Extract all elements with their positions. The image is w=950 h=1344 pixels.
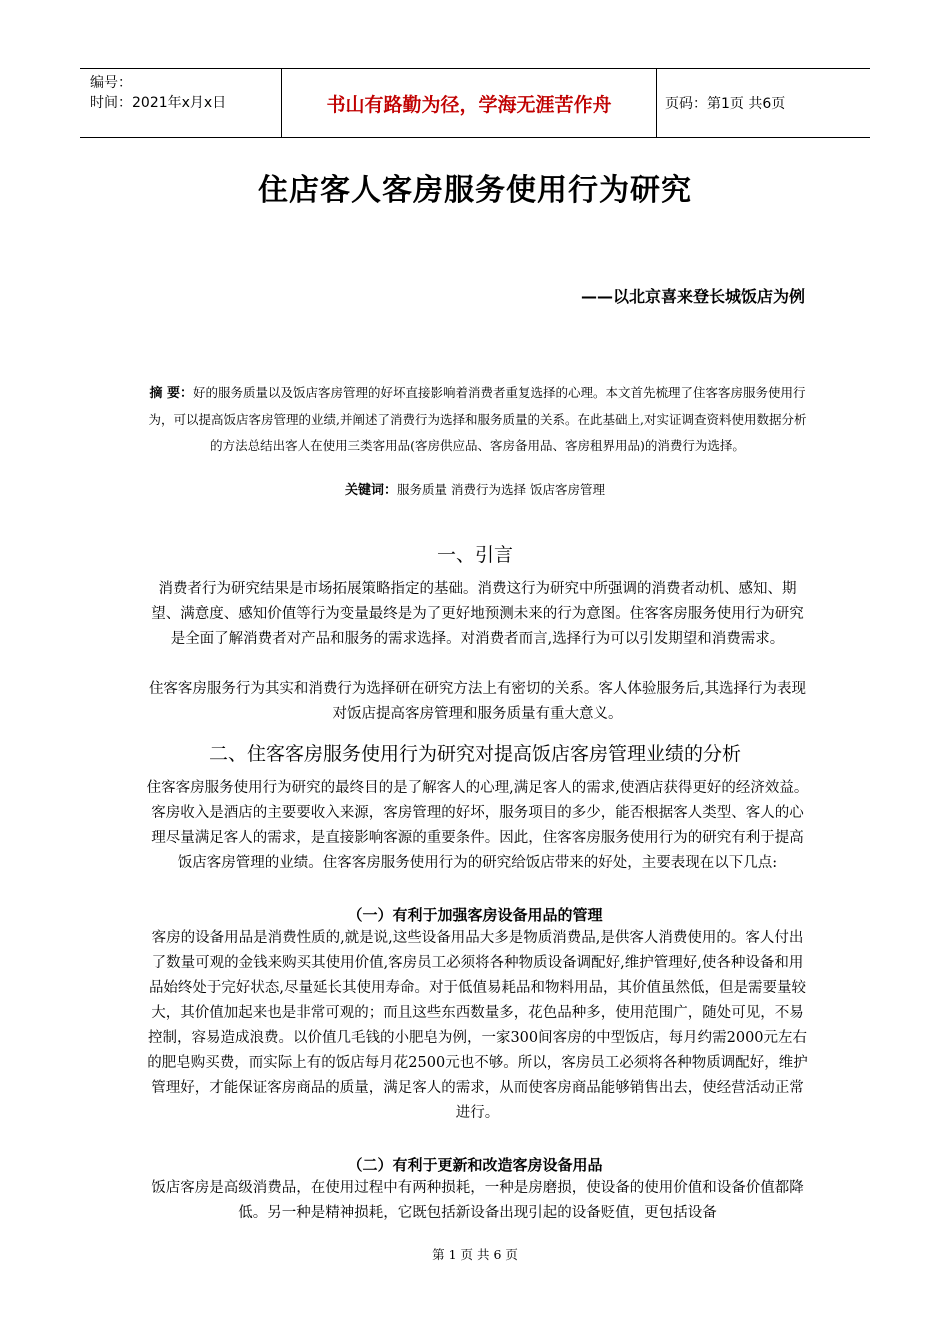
section1-paragraph-1: 消费者行为研究结果是市场拓展策略指定的基础。消费这行为研究中所强调的消费者动机、感知、期望、满意度、感知价值等行为变量最终是为了更好地预测未来的行为意图。住客客房服务使用行为研究是全面了解消费者对产品和服务的需求选择。对消费者而言,选择行为可以引发期望和消费需求。 xyxy=(151,581,804,647)
abstract xyxy=(145,380,810,459)
subsection1-paragraph: 客房的设备用品是消费性质的,就是说,这些设备用品大多是物质消费品,是供客人消费使用的。客人付出了数量可观的金钱来购买其使用价值,客房员工必须将各种物质设备调配好,维护管理好,使各种设备和用品始终处于完好状态,尽量延长其使用寿命。对于低值易耗品和物料用品，其价值虽然低，但是需要量较大，其价值加起来也是非常可观的；而且这些东西数量多，花色品种多，使用范围广，随处可见，不易控制，容易造成浪费。以价值几毛钱的小肥皂为例，一家300间客房的中型饭店，每月约需2000元左右的肥皂购买费，而实际上有的饭店每月花2500元也不够。所以，客房员工必须将各种物质调配好，维护管理好，才能保证客房商品的质量，满足客人的需求，从而使客房商品能够销售出去，使经营活动正常进行。 xyxy=(147,930,808,1121)
abstract-text: 好的服务质量以及饭店客房管理的好坏直接影响着消费者重复选择的心理。本文首先梳理了住客客房服务使用行为，可以提高饭店客房管理的业绩,并阐述了消费行为选择和服务质量的关系。在此基础上,对实证调查资料使用数据分析的方法总结出客人在使用三类客用品(客房供应品、客房备用品、客房租界用品)的消费行为选择。 xyxy=(148,385,807,453)
section1-heading: 一、引言 xyxy=(436,544,513,566)
section1-paragraph-2: 住客客房服务行为其实和消费行为选择研在研究方法上有密切的关系。客人体验服务后,其选择行为表现对饭店提高客房管理和服务质量有重大意义。 xyxy=(148,681,807,722)
header-motto: 书山有路勤为径，学海无涯苦作舟 xyxy=(282,69,657,137)
document-header xyxy=(80,68,870,138)
abstract-label: 摘 要： xyxy=(149,386,193,401)
header-time-label: 时间：2021年x月x日 xyxy=(90,95,227,111)
document-subtitle: ——以北京喜来登长城饭店为例 xyxy=(580,287,805,306)
subsection2-heading: （二）有利于更新和改造客房设备用品 xyxy=(347,1156,603,1174)
subsection1-heading: （一）有利于加强客房设备用品的管理 xyxy=(347,906,603,924)
header-page-info: 页码：第1页 共6页 xyxy=(665,96,786,112)
section2-heading: 二、住客客房服务使用行为研究对提高饭店客房管理业绩的分析 xyxy=(208,743,741,765)
subsection2-paragraph: 饭店客房是高级消费品，在使用过程中有两种损耗，一种是房磨损，使设备的使用价值和设备价值都降低。另一种是精神损耗，它既包括新设备出现引起的设备贬值，更包括设备 xyxy=(151,1180,804,1221)
document-title: 住店客人客房服务使用行为研究 xyxy=(258,173,692,208)
header-meta xyxy=(80,69,282,137)
page-footer: 第 1 页 共 6 页 xyxy=(432,1247,518,1262)
section2-paragraph-1: 住客客房服务使用行为研究的最终目的是了解客人的心理,满足客人的需求,使酒店获得更好的经济效益。客房收入是酒店的主要要收入来源，客房管理的好坏，服务项目的多少，能否根据客人类型、客人的心理尽量满足客人的需求，是直接影响客源的重要条件。因此，住客客房服务使用行为的研究有利于提高饭店客房管理的业绩。住客客房服务使用行为的研究给饭店带来的好处，主要表现在以下几点: xyxy=(146,780,809,871)
header-code-label: 编号： xyxy=(90,75,132,91)
keywords-label: 关键词： xyxy=(345,483,398,498)
keywords-text: 服务质量 消费行为选择 饭店客房管理 xyxy=(397,482,605,497)
keywords xyxy=(0,479,950,498)
